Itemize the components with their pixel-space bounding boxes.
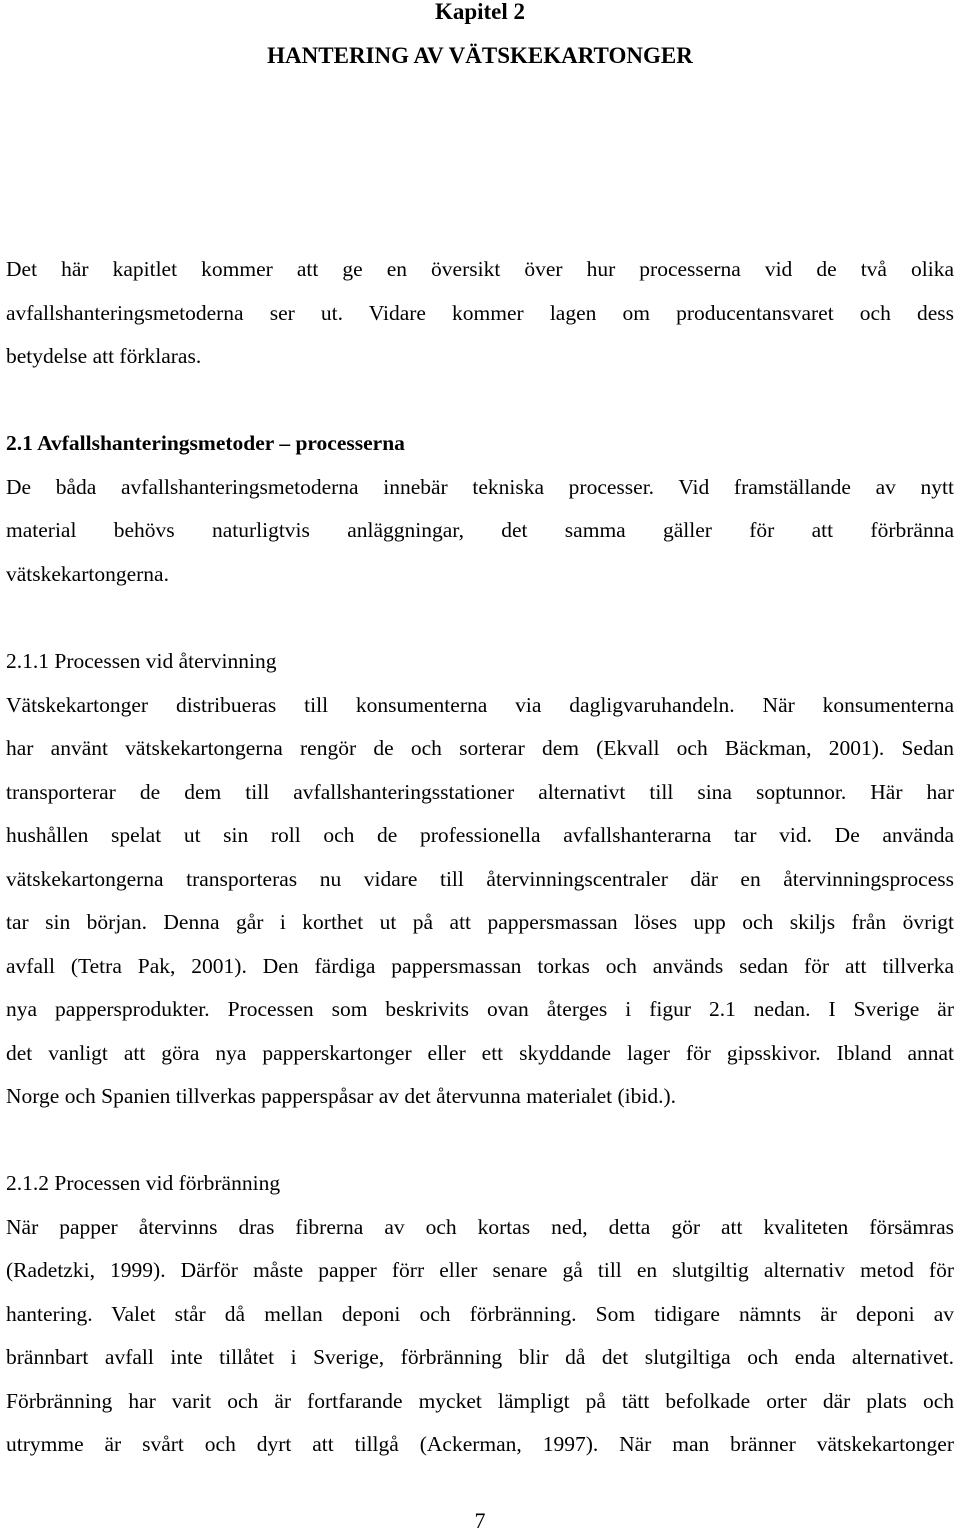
chapter-title: HANTERING AV VÄTSKEKARTONGER bbox=[267, 43, 693, 68]
section-2-1 bbox=[6, 422, 954, 596]
subsection-heading: 2.1.2 Processen vid förbränning bbox=[6, 1171, 281, 1195]
page-number: 7 bbox=[474, 1508, 486, 1533]
text-line: betydelse att förklaras. bbox=[6, 344, 202, 368]
text-line: tar sin början. Denna går i korthet ut på att pappersmassan löses upp och skiljs från övrigt bbox=[6, 910, 954, 934]
subsection-heading: 2.1.1 Processen vid återvinning bbox=[6, 649, 277, 673]
chapter-label: Kapitel 2 bbox=[434, 0, 526, 24]
text-line: material behövs naturligtvis anläggningar, det samma gäller för att förbränna bbox=[6, 518, 954, 542]
text-line: Norge och Spanien tillverkas papperspåsar av det återvunna materialet (ibid.). bbox=[6, 1084, 677, 1108]
chapter-header bbox=[0, 0, 960, 78]
intro-paragraph bbox=[6, 248, 954, 379]
text-line: (Radetzki, 1999). Därför måste papper förr eller senare gå till en slutgiltig alternativ metod för bbox=[6, 1258, 954, 1282]
text-line: hushållen spelat ut sin roll och de professionella avfallshanterarna tar vid. De använda bbox=[6, 823, 954, 847]
section-heading: 2.1 Avfallshanteringsmetoder – processerna bbox=[6, 431, 405, 455]
text-line: Vätskekartonger distribueras till konsumenterna via dagligvaruhandeln. När konsumenterna bbox=[6, 692, 954, 717]
text-line: vätskekartongerna transporteras nu vidare till återvinningscentraler där en återvinningsprocess bbox=[6, 866, 954, 891]
text-line: avfallshanteringsmetoderna ser ut. Vidare kommer lagen om producentansvaret och dess bbox=[6, 300, 954, 325]
text-line: transporterar de dem till avfallshanteringsstationer alternativt till sina soptunnor. Här har bbox=[6, 779, 954, 804]
text-line: De båda avfallshanteringsmetoderna innebär tekniska processer. Vid framställande av nytt bbox=[6, 474, 954, 499]
text-line: Det här kapitlet kommer att ge en översikt över hur processerna vid de två olika bbox=[6, 257, 954, 281]
text-line: hantering. Valet står då mellan deponi och förbränning. Som tidigare nämnts är deponi av bbox=[6, 1301, 954, 1326]
text-line: det vanligt att göra nya papperskartonger eller ett skyddande lager för gipsskivor. Ibland annat bbox=[6, 1040, 954, 1065]
text-line: har använt vätskekartongerna rengör de och sorterar dem (Ekvall och Bäckman, 2001). Sedan bbox=[6, 736, 954, 760]
text-line: nya pappersprodukter. Processen som beskrivits ovan återges i figur 2.1 nedan. I Sverige är bbox=[6, 997, 954, 1021]
text-line: vätskekartongerna. bbox=[6, 561, 169, 586]
text-line: När papper återvinns dras fibrerna av och kortas ned, detta gör att kvaliteten försämras bbox=[6, 1214, 954, 1239]
text-line: brännbart avfall inte tillåtet i Sverige, förbränning blir då det slutgiltiga och enda alternativet. bbox=[6, 1345, 954, 1369]
section-2-1-1 bbox=[6, 640, 954, 1119]
text-line: utrymme är svårt och dyrt att tillgå (Ackerman, 1997). När man bränner vätskekartonger bbox=[6, 1432, 954, 1456]
section-2-1-2 bbox=[6, 1162, 954, 1467]
text-line: avfall (Tetra Pak, 2001). Den färdiga pappersmassan torkas och används sedan för att tillverka bbox=[6, 953, 954, 978]
text-line: Förbränning har varit och är fortfarande mycket lämpligt på tätt befolkade orter där plats och bbox=[6, 1388, 954, 1413]
